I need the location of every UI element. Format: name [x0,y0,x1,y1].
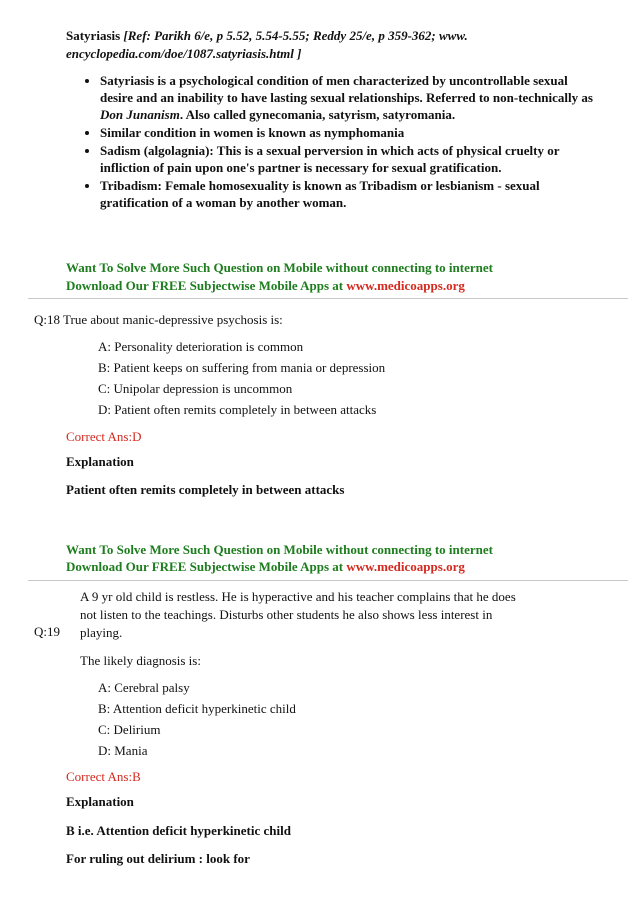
promo-text: Download Our FREE Subjectwise Mobile Apps at [66,559,347,574]
stem-line: playing. [80,625,123,640]
list-item: • Tribadism: Female homosexuality is known as Tribadism or lesbianism - sexual gratification of a woman by another woman. [100,177,600,211]
reference-url: encyclopedia.com/doe/1087.satyriasis.html ] [66,46,302,61]
promo-text: Download Our FREE Subjectwise Mobile Apps at [66,278,347,293]
option-a: A: Cerebral palsy [98,680,190,695]
explanation-text: B i.e. Attention deficit hyperkinetic child [66,823,291,838]
reference-line-1 [66,27,468,45]
option-d: D: Patient often remits completely in between attacks [98,402,377,417]
bullet-text: . Also called gynecomania, satyrism, satyromania. [179,107,456,122]
option-b: B: Patient keeps on suffering from mania or depression [98,360,386,375]
reference-lead: Satyriasis [66,28,124,43]
list-item: • Sadism (algolagnia): This is a sexual perversion in which acts of physical cruelty or infliction of pain upon one's partner is necessary for sexual gratification. [100,142,600,176]
divider [28,298,628,299]
option-d: D: Mania [98,743,148,758]
promo-link[interactable]: www.medicoapps.org [346,559,465,574]
list-item [100,72,600,123]
option-a: A: Personality deterioration is common [98,339,304,354]
option-c: C: Unipolar depression is uncommon [98,381,293,396]
explanation-text: Patient often remits completely in between attacks [66,482,345,497]
explanation-label: Explanation [66,454,134,469]
correct-answer: Correct Ans:D [66,429,142,444]
stem-line: A 9 yr old child is restless. He is hyperactive and his teacher complains that he does [80,589,516,604]
option-c: C: Delirium [98,722,161,737]
promo-line-2 [66,557,465,577]
divider [28,580,628,581]
promo-line-1: Want To Solve More Such Question on Mobile without connecting to internet [66,260,493,275]
question-text: True about manic-depressive psychosis is: [63,312,283,327]
question-prompt: The likely diagnosis is: [80,653,201,668]
question-label: Q:18 [34,312,60,327]
option-b: B: Attention deficit hyperkinetic child [98,701,296,716]
question-19-stem [80,588,516,642]
reference-line-2 [66,45,301,63]
list-item: • Similar condition in women is known as nymphomania [100,124,600,141]
promo-line-2 [66,276,465,296]
explanation-label: Explanation [66,794,134,809]
bullet-italic: Don Junanism [100,107,180,122]
question-19-label: Q:19 [34,624,60,639]
bullet-list [80,72,600,212]
promo-line-1: Want To Solve More Such Question on Mobile without connecting to internet [66,542,493,557]
reference-citation: [Ref: Parikh 6/e, p 5.52, 5.54-5.55; Reddy 25/e, p 359-362; www. [123,28,468,43]
explanation-text: For ruling out delirium : look for [66,851,250,866]
correct-answer: Correct Ans:B [66,769,141,784]
bullet-text: Satyriasis is a psychological condition of men characterized by uncontrollable sexual desire and an inability to have lasting sexual relationships. Referred to non-technically as [100,73,593,105]
stem-line: not listen to the teachings. Disturbs other students he also shows less interest in [80,607,493,622]
question-18 [34,311,283,329]
promo-link[interactable]: www.medicoapps.org [346,278,465,293]
